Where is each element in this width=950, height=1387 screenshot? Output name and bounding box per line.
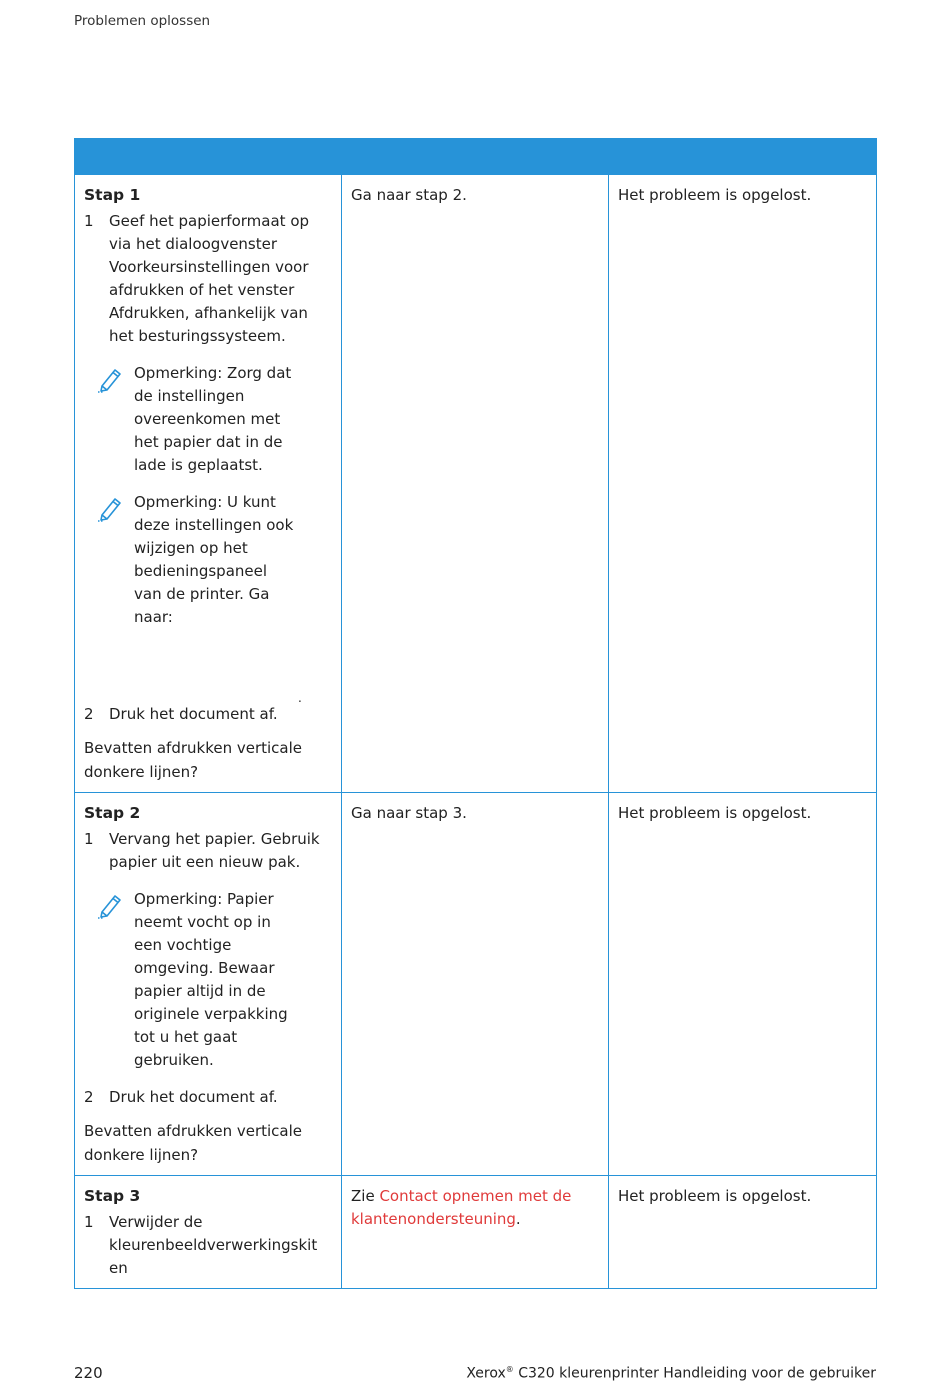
step-title: Stap 3 [84, 1187, 141, 1205]
list-text: Vervang het papier. Gebruik papier uit een nieuw pak. [109, 830, 320, 871]
action-cell [75, 1176, 342, 1289]
yes-cell [342, 793, 609, 1176]
running-header: Problemen oplossen [74, 13, 211, 29]
question: Bevatten afdrukken verticale donkere lijnen? [84, 1122, 303, 1164]
table-row [75, 175, 877, 793]
list-item [84, 210, 332, 348]
list-text: Druk het document af. [109, 1088, 278, 1106]
list-number: 2 [84, 1088, 94, 1106]
pencil-icon [96, 362, 134, 477]
list-item [84, 1086, 332, 1109]
note-text: Opmerking: Papier neemt vocht op in een vochtige omgeving. Bewaar papier altijd in de originele verpakking tot u het gaat gebruiken. [134, 890, 288, 1069]
yes-cell [342, 175, 609, 793]
question: Bevatten afdrukken verticale donkere lijnen? [84, 739, 303, 781]
yes-suffix: . [515, 1210, 521, 1228]
list-number: 2 [84, 705, 94, 723]
table-row [75, 793, 877, 1176]
no-cell [609, 793, 877, 1176]
list-text: Geef het papierformaat op via het dialoogvenster Voorkeursinstellingen voor afdrukken of het venster Afdrukken, afhankelijk van het besturingssysteem. [109, 212, 310, 345]
menu-path-dot: . [298, 691, 302, 705]
pencil-icon [96, 491, 134, 629]
page-number: 220 [74, 1364, 103, 1382]
no-text: Het probleem is opgelost. [618, 1187, 812, 1205]
list-number: 1 [84, 1213, 94, 1231]
no-text: Het probleem is opgelost. [618, 186, 812, 204]
footer-brand: Xerox [466, 1365, 506, 1382]
note [96, 491, 332, 629]
footer-document-title [466, 1365, 876, 1382]
registered-mark: ® [505, 1365, 514, 1374]
list-item [84, 703, 332, 726]
yes-cell [342, 1176, 609, 1289]
note-text: Opmerking: U kunt deze instellingen ook wijzigen op het bedieningspaneel van de printer. Ga naar: [134, 493, 294, 626]
action-cell [75, 175, 342, 793]
yes-text: Ga naar stap 3. [351, 804, 467, 822]
customer-support-link[interactable]: Contact opnemen met de klantenondersteuning [351, 1187, 572, 1228]
note [96, 362, 332, 477]
step-title: Stap 2 [84, 804, 141, 822]
step-title: Stap 1 [84, 186, 141, 204]
pencil-icon [96, 888, 134, 1072]
header-cell-actions [75, 139, 342, 175]
troubleshooting-table [74, 138, 877, 1289]
list-text: Druk het document af. [109, 705, 278, 723]
note [96, 888, 332, 1072]
header-cell-yes [342, 139, 609, 175]
yes-prefix: Zie [351, 1187, 380, 1205]
yes-text: Ga naar stap 2. [351, 186, 467, 204]
list-number: 1 [84, 830, 94, 848]
note-text: Opmerking: Zorg dat de instellingen overeenkomen met het papier dat in de lade is geplaatst. [134, 364, 292, 474]
header-cell-no [609, 139, 877, 175]
action-cell [75, 793, 342, 1176]
footer-doc-title: C320 kleurenprinter Handleiding voor de gebruiker [513, 1365, 876, 1382]
list-item [84, 1211, 332, 1280]
list-number: 1 [84, 212, 94, 230]
table-row [75, 1176, 877, 1289]
menu-path-placeholder [84, 643, 332, 703]
no-text: Het probleem is opgelost. [618, 804, 812, 822]
no-cell [609, 175, 877, 793]
list-text: Verwijder de kleurenbeeldverwerkingskit en [109, 1213, 318, 1277]
list-item [84, 828, 332, 874]
no-cell [609, 1176, 877, 1289]
table-header-row [75, 139, 877, 175]
